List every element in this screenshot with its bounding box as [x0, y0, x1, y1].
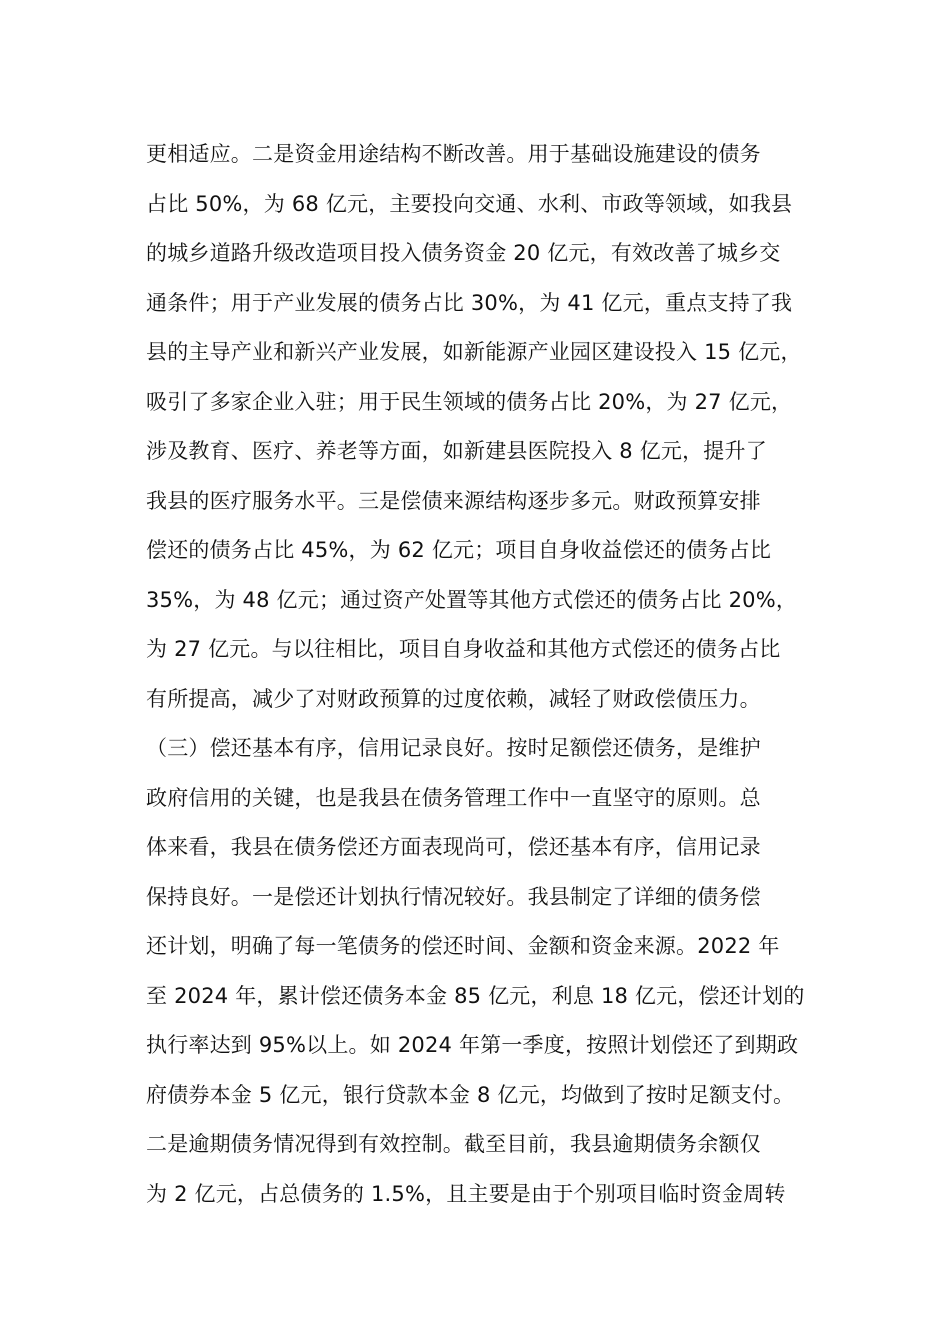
text-line: 通条件；用于产业发展的债务占比 30%，为 41 亿元，重点支持了我	[146, 290, 793, 315]
text-line: 执行率达到 95%以上。如 2024 年第一季度，按照计划偿还了到期政	[146, 1033, 799, 1057]
text-line: 我县的医疗服务水平。三是偿债来源结构逐步多元。财政预算安排	[146, 488, 761, 513]
text-line: 的城乡道路升级改造项目投入债务资金 20 亿元，有效改善了城乡交	[146, 241, 781, 265]
text-line: 保持良好。一是偿还计划执行情况较好。我县制定了详细的债务偿	[146, 884, 761, 909]
text-line: 涉及教育、医疗、养老等方面，如新建县医院投入 8 亿元，提升了	[146, 439, 767, 463]
text-line: 更相适应。二是资金用途结构不断改善。用于基础设施建设的债务	[146, 142, 761, 166]
text-line: 有所提高，减少了对财政预算的过度依赖，减轻了财政偿债压力。	[146, 686, 761, 711]
text-line: 偿还的债务占比 45%，为 62 亿元；项目自身收益偿还的债务占比	[146, 538, 772, 562]
text-line: 县的主导产业和新兴产业发展，如新能源产业园区建设投入 15 亿元，	[146, 340, 802, 364]
text-line: 二是逾期债务情况得到有效控制。截至目前，我县逾期债务余额仅	[146, 1132, 761, 1156]
text-line: 府债券本金 5 亿元，银行贷款本金 8 亿元，均做到了按时足额支付。	[146, 1082, 795, 1107]
text-line: 为 2 亿元，占总债务的 1.5%，且主要是由于个别项目临时资金周转	[146, 1181, 786, 1206]
text-line: 为 27 亿元。与以往相比，项目自身收益和其他方式偿还的债务占比	[146, 637, 781, 661]
body-text	[146, 130, 846, 1219]
text-line: 占比 50%，为 68 亿元，主要投向交通、水利、市政等领域，如我县	[146, 191, 793, 216]
text-line: 还计划，明确了每一笔债务的偿还时间、金额和资金来源。2022 年	[146, 934, 780, 958]
text-line: 吸引了多家企业入驻；用于民生领域的债务占比 20%，为 27 亿元，	[146, 389, 793, 414]
text-line: 35%，为 48 亿元；通过资产处置等其他方式偿还的债务占比 20%，	[146, 587, 798, 612]
text-line: 政府信用的关键，也是我县在债务管理工作中一直坚守的原则。总	[146, 785, 761, 810]
text-line: 体来看，我县在债务偿还方面表现尚可，偿还基本有序，信用记录	[146, 835, 761, 859]
section-heading-line: （三）偿还基本有序，信用记录良好。按时足额偿还债务，是维护	[146, 736, 761, 760]
text-line: 至 2024 年，累计偿还债务本金 85 亿元，利息 18 亿元，偿还计划的	[146, 983, 805, 1008]
